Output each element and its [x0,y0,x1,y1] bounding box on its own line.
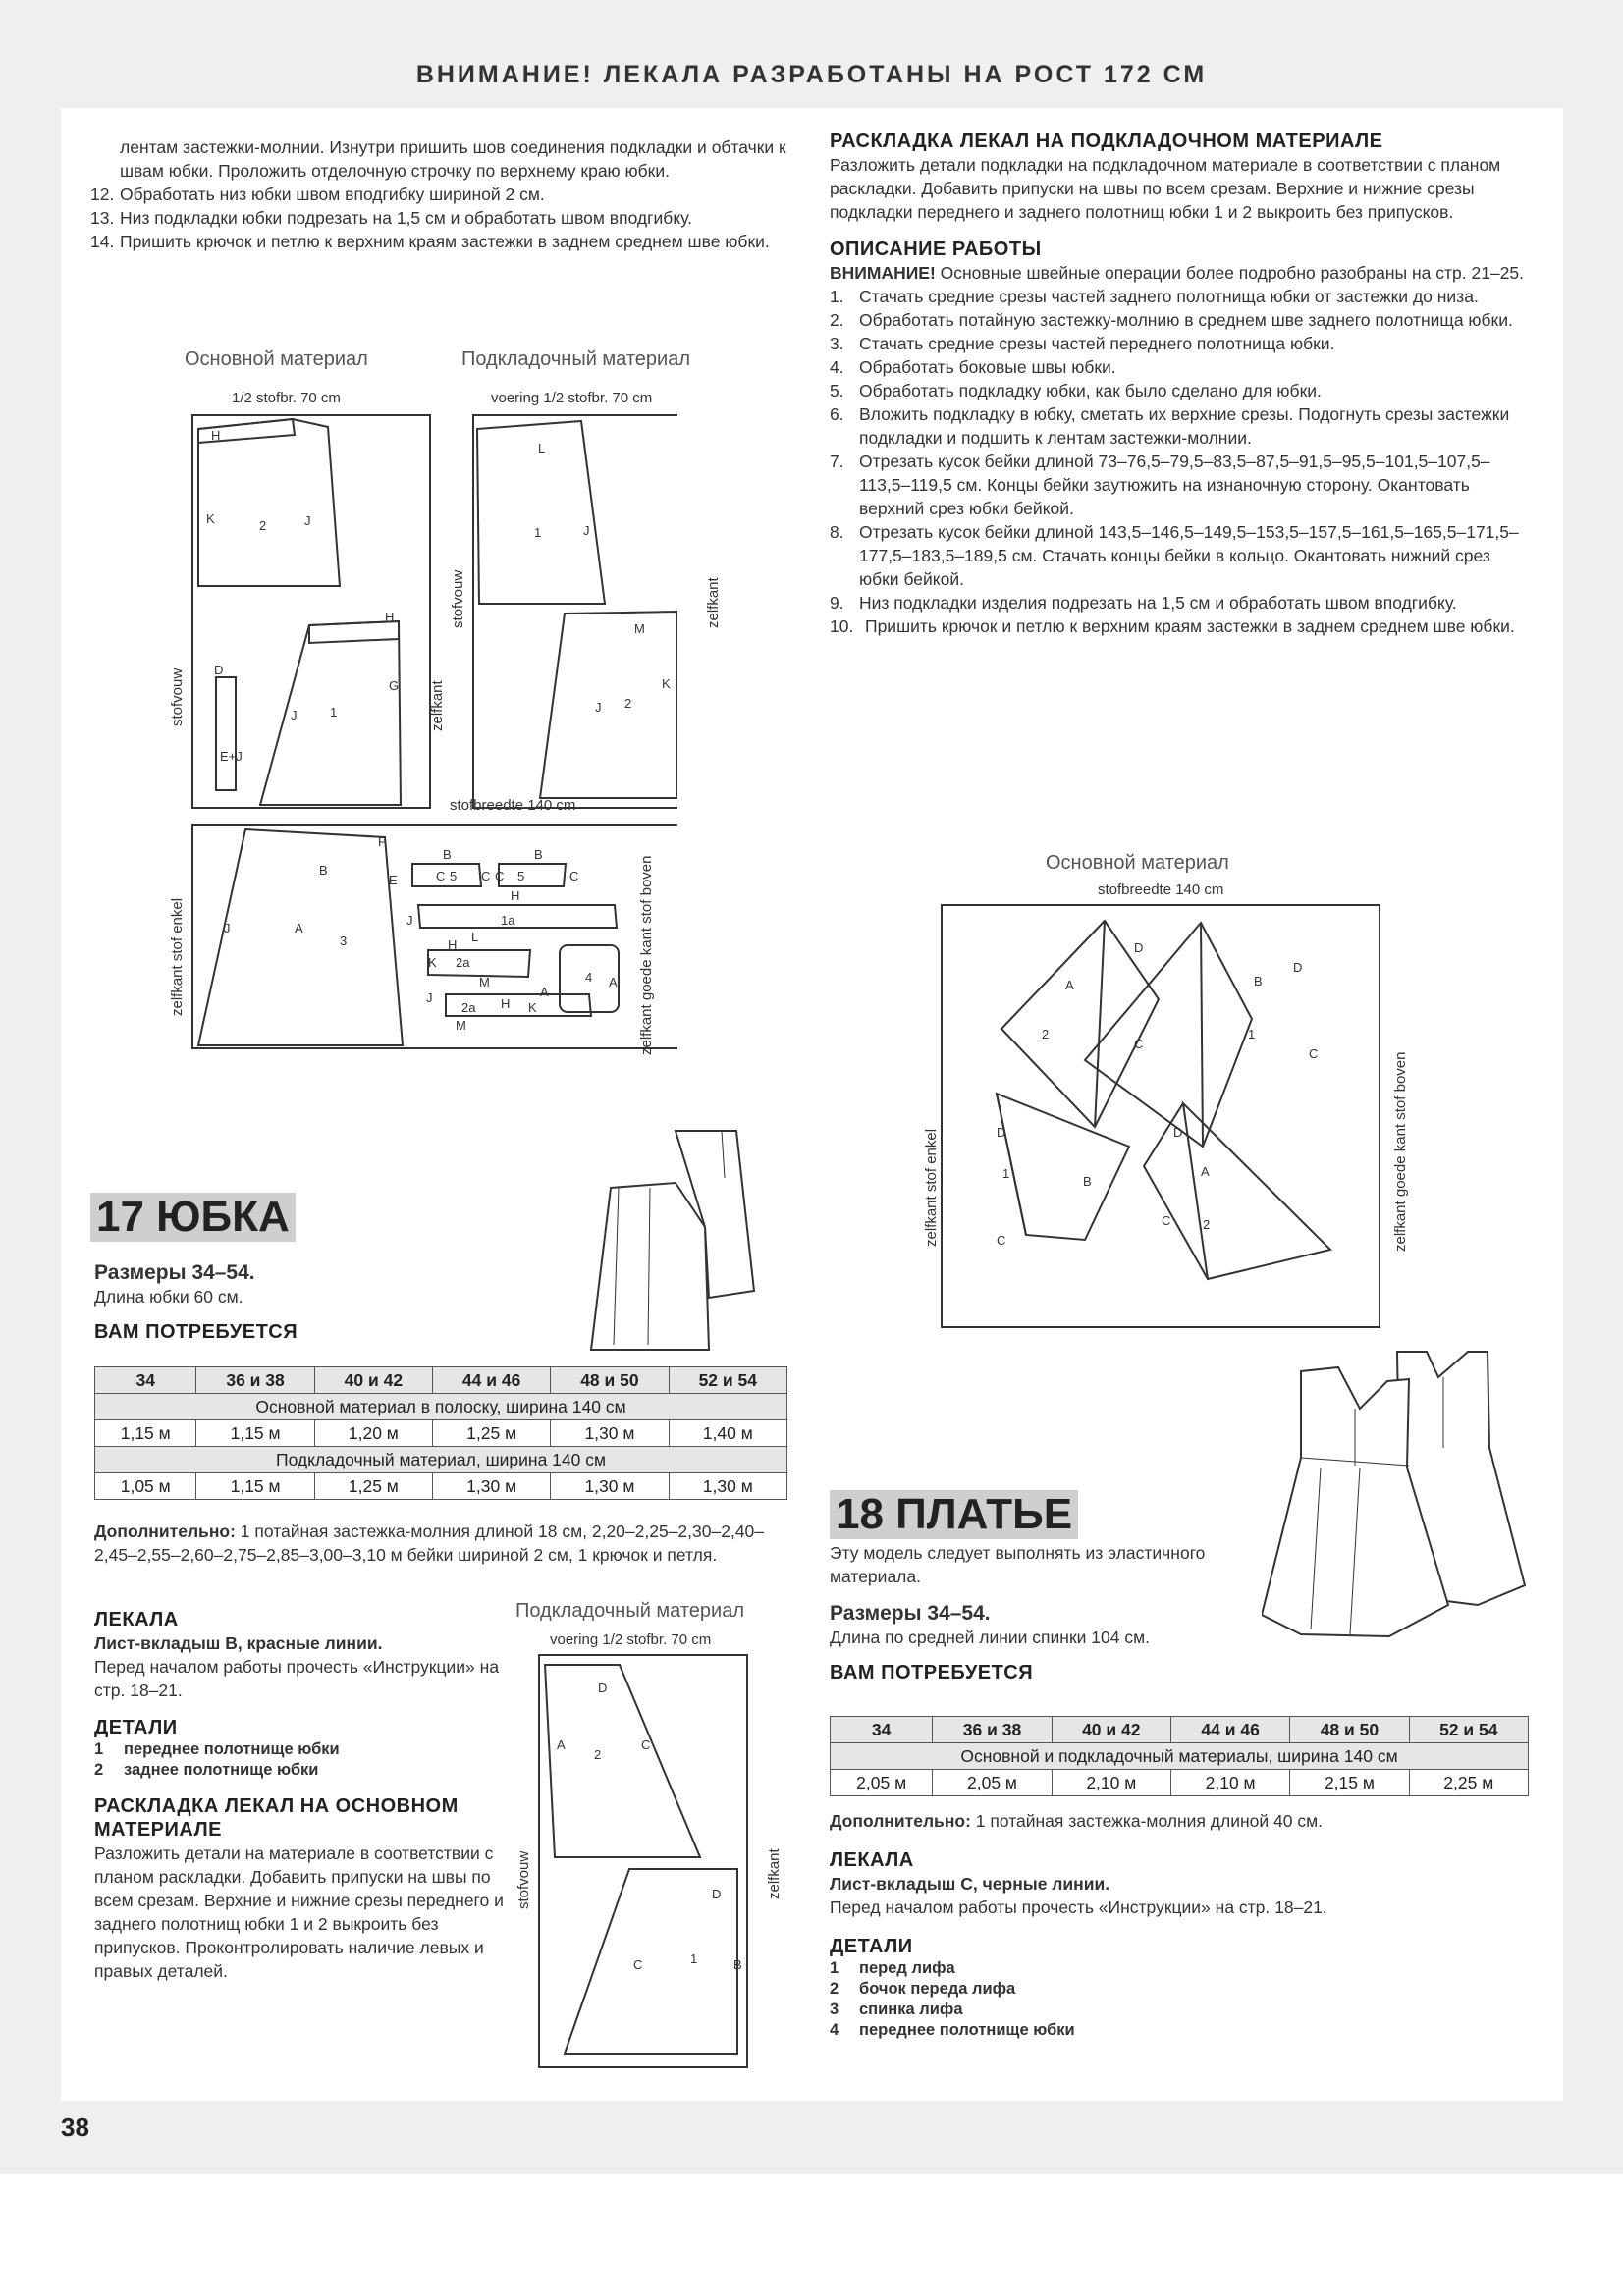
svg-text:M: M [479,975,490,989]
main-material-label: Основной материал [185,348,368,370]
table-cell: 1,15 м [196,1473,314,1500]
item-text: Пришить крючок и петлю к верхним краям застежки в заднем среднем шве юбки. [865,616,1515,636]
lekala-text: Перед началом работы прочесть «Инструкции» на стр. 18–21. [830,1897,1327,1917]
table-cell: 2,15 м [1290,1770,1409,1796]
table-cell: 2,05 м [933,1770,1052,1796]
item-text: Обработать подкладку юбки, как было сделано для юбки. [859,381,1322,400]
svg-text:2a: 2a [461,1000,476,1015]
detail-item [830,1958,1529,1979]
svg-text:A: A [1201,1164,1210,1179]
fabric-width-label-2: stofbreedte 140 cm [1098,881,1224,898]
detail-number: 2 [94,1761,104,1779]
svg-text:3: 3 [340,934,348,948]
selvage-face-up-label-2: zelfkant goede kant stof boven [1392,1051,1409,1252]
size-header: 40 и 42 [314,1367,432,1394]
dress-meta [830,1541,1252,1684]
svg-text:E: E [389,873,398,887]
lekala-heading: ЛЕКАЛА [830,1849,914,1871]
svg-text:M: M [456,1018,466,1033]
lekala-text: Перед началом работы прочесть «Инструкции» на стр. 18–21. [94,1657,500,1700]
lekala-sheet: Лист-вкладыш С, черные линии. [830,1874,1110,1894]
selvage-label: zelfkant [429,680,446,731]
item-number: 1. [830,287,844,306]
svg-text:H: H [385,610,395,624]
list-item [830,379,1529,402]
fold-label: stofvouw [169,667,186,726]
svg-text:B: B [319,863,328,878]
left-top-text [90,135,795,253]
svg-text:1: 1 [1002,1166,1010,1181]
svg-text:C: C [1134,1037,1144,1051]
page-number: 38 [61,2112,89,2142]
list-item [830,355,1529,379]
detail-number: 2 [830,1980,839,1998]
list-item [830,285,1529,308]
skirt-illustration [589,1129,810,1355]
item-number: 14. [90,232,115,251]
table-cell: 1,15 м [95,1420,196,1447]
size-header: 34 [95,1367,196,1394]
table-cell: 2,05 м [831,1770,933,1796]
item-text: Стачать средние срезы частей переднего полотнища юбки. [859,334,1335,353]
list-item [830,591,1529,614]
table-row [95,1447,787,1473]
svg-text:B: B [443,847,452,862]
detail-item [830,1979,1529,2000]
item-text: Обработать низ юбки швом вподгибку шириной 2 см. [120,185,545,204]
skirt-extra [94,1520,793,1567]
svg-text:4: 4 [585,970,593,985]
table-cell: 1,25 м [433,1420,551,1447]
size-header: 44 и 46 [1170,1717,1289,1743]
svg-text:H: H [448,937,458,952]
svg-text:B: B [1083,1174,1092,1189]
table-cell: 1,30 м [669,1473,786,1500]
table-cell: 1,15 м [196,1420,314,1447]
selvage-label-lining: zelfkant [705,577,722,628]
extra-text: 1 потайная застежка-молния длиной 18 см, 2,20–2,25–2,30–2,40–2,45–2,55–2,60–2,75–2,85–3,00–3,10 м бейки шириной 2 см, 1 крючок и петля. [94,1522,765,1565]
svg-text:2: 2 [594,1747,602,1762]
list-item [90,206,795,230]
list-item [830,332,1529,355]
svg-text:1: 1 [534,525,542,540]
item-text: Отрезать кусок бейки длиной 73–76,5–79,5–83,5–87,5–91,5–95,5–101,5–107,5–113,5–119,5 см. Концы бейки заутюжить на изнаночную сторону. Окантовать верхний срез юбки бейкой. [859,452,1490,518]
svg-text:L: L [471,930,479,944]
svg-text:2a: 2a [456,955,470,970]
svg-text:2: 2 [1042,1027,1050,1041]
skirt-length: Длина юбки 60 см. [94,1287,243,1307]
svg-text:K: K [206,511,215,526]
item-text: Обработать потайную застежку-молнию в среднем шве заднего полотнища юбки. [859,310,1513,330]
svg-text:2: 2 [259,518,267,533]
selvage-face-up-label: zelfkant goede kant stof boven [638,855,655,1055]
lining-material-label: Подкладочный материал [461,348,690,370]
extra-text: 1 потайная застежка-молния длиной 40 см. [970,1811,1323,1831]
table-cell: 1,30 м [551,1473,669,1500]
skirt-layout-diagram [167,407,677,1055]
table-cell: 2,10 м [1052,1770,1170,1796]
table-cell: 1,05 м [95,1473,196,1500]
size-header: 52 и 54 [1409,1717,1528,1743]
main-layout-text: Разложить детали на материале в соответствии с планом раскладки. Добавить припуски на швы по всем срезам. Верхние и нижние срезы переднего и заднего полотнищ юбки 1 и 2 выкроить без припусков. Проконтролировать наличие левых и правых деталей. [94,1843,504,1981]
material-label: Подкладочный материал, ширина 140 см [95,1447,787,1473]
svg-text:D: D [1293,960,1303,975]
section-heading: ОПИСАНИЕ РАБОТЫ [830,239,1042,260]
svg-text:1a: 1a [501,913,515,928]
size-header: 40 и 42 [1052,1717,1170,1743]
svg-text:C: C [633,1957,643,1972]
section-heading: РАСКЛАДКА ЛЕКАЛ НА ПОДКЛАДОЧНОМ МАТЕРИАЛЕ [830,131,1383,152]
table-header-row [831,1717,1529,1743]
dress-sizes: Размеры 34–54. [830,1602,991,1625]
item-number: 7. [830,452,844,471]
dress-layout-diagram [938,901,1384,1331]
item-number: 5. [830,381,844,400]
svg-text:H: H [511,888,520,903]
svg-text:H: H [501,996,511,1011]
table-row [831,1743,1529,1770]
svg-text:A: A [609,975,618,989]
svg-text:C: C [1309,1046,1319,1061]
section-title-skirt: 17 ЮБКА [90,1193,296,1242]
list-item [90,230,795,253]
svg-text:J: J [304,513,311,528]
main-width-label: 1/2 stofbr. 70 cm [232,390,341,406]
item-number: 8. [830,522,844,542]
svg-text:1: 1 [1248,1027,1256,1041]
skirt-meta [94,1261,585,1344]
item-text: Низ подкладки изделия подрезать на 1,5 см и обработать швом вподгибку. [859,593,1457,613]
full-fabric-rect [192,825,677,1048]
size-header: 36 и 38 [933,1717,1052,1743]
list-item [830,450,1529,520]
section-title-dress: 18 ПЛАТЬЕ [830,1490,1078,1539]
item-number: 4. [830,357,844,377]
svg-text:A: A [540,985,549,999]
list-item [830,402,1529,450]
svg-text:J: J [291,708,298,722]
svg-text:C: C [436,869,446,883]
skirt-sizes: Размеры 34–54. [94,1261,255,1284]
item-number: 13. [90,208,115,228]
svg-text:C: C [569,869,579,883]
selvage-single-label-2: zelfkant stof enkel [923,1128,940,1247]
detail-text: переднее полотнище юбки [124,1740,340,1758]
lining-width-label: voering 1/2 stofbr. 70 cm [491,390,653,406]
svg-text:C: C [481,869,491,883]
svg-text:B: B [1254,974,1263,988]
dress-fabric-table [830,1716,1529,1796]
svg-text:C: C [997,1233,1006,1248]
svg-text:1: 1 [330,705,338,720]
svg-text:B: B [534,847,543,862]
detail-item [94,1760,507,1781]
svg-text:2: 2 [624,696,632,711]
svg-text:F: F [378,834,386,849]
size-header: 48 и 50 [551,1367,669,1394]
main-material-label-2: Основной материал [1046,852,1229,874]
list-item [90,183,795,206]
size-header: 34 [831,1717,933,1743]
svg-text:D: D [214,663,224,677]
item-number: 3. [830,334,844,353]
svg-text:G: G [389,678,400,693]
svg-text:J: J [224,921,231,935]
svg-text:D: D [712,1887,722,1901]
item-text: Обработать боковые швы юбки. [859,357,1116,377]
svg-text:D: D [997,1125,1006,1140]
dress-intro: Эту модель следует выполнять из эластичного материала. [830,1543,1206,1586]
svg-text:5: 5 [517,869,525,883]
main-layout-heading: РАСКЛАДКА ЛЕКАЛ НА ОСНОВНОМ МАТЕРИАЛЕ [94,1795,459,1841]
item-number: 10. [830,616,854,636]
detail-text: переднее полотнище юбки [859,2021,1075,2039]
detail-number: 4 [830,2021,839,2039]
dress-illustration [1262,1350,1556,1639]
svg-text:C: C [1162,1213,1171,1228]
selvage-single-label: zelfkant stof enkel [169,897,186,1016]
fabric-width-label: stofbreedte 140 cm [450,797,576,814]
dress-details-column [830,1809,1529,2041]
detail-text: спинка лифа [859,2001,963,2018]
table-cell: 1,40 м [669,1420,786,1447]
item-number: 9. [830,593,844,613]
skirt-fabric-table [94,1366,787,1500]
item-text: Низ подкладки юбки подрезать на 1,5 см и обработать швом вподгибку. [120,208,693,228]
list-item [830,614,1529,638]
svg-text:J: J [583,523,590,538]
detail-item [830,2000,1529,2020]
item-number: 6. [830,404,844,424]
dress-length: Длина по средней линии спинки 104 см. [830,1628,1150,1647]
lekala-sheet: Лист-вкладыш В, красные линии. [94,1633,383,1653]
extra-label: Дополнительно: [94,1522,236,1541]
item-number: 2. [830,310,844,330]
skirt-details-column [94,1598,507,1983]
svg-text:A: A [1065,978,1074,992]
detail-number: 1 [830,1959,839,1977]
item-number: 12. [90,185,115,204]
details-heading: ДЕТАЛИ [830,1936,913,1957]
svg-text:A: A [557,1737,566,1752]
svg-text:C: C [641,1737,651,1752]
fold-label-3: stofvouw [515,1850,532,1909]
dress-need-heading: ВАМ ПОТРЕБУЕТСЯ [830,1662,1034,1683]
svg-text:L: L [538,441,546,455]
item-text: Отрезать кусок бейки длиной 143,5–146,5–149,5–153,5–157,5–161,5–165,5–171,5–177,5–183,5–189,5 см. Стачать концы бейки в кольцо. Окантовать нижний срез юбки бейкой. [859,522,1519,589]
list-item [830,308,1529,332]
table-cell: 1,20 м [314,1420,432,1447]
table-cell: 1,25 м [314,1473,432,1500]
material-label: Основной материал в полоску, ширина 140 см [95,1394,787,1420]
table-cell: 2,10 м [1170,1770,1289,1796]
detail-item [830,2020,1529,2041]
detail-number: 1 [94,1740,104,1758]
table-row [95,1394,787,1420]
detail-text: перед лифа [859,1959,955,1977]
svg-text:5: 5 [450,869,458,883]
lekala-heading: ЛЕКАЛА [94,1609,179,1630]
svg-text:H: H [211,428,221,443]
right-top-text [830,130,1529,638]
skirt-need-heading: ВАМ ПОТРЕБУЕТСЯ [94,1321,298,1343]
svg-text:K: K [528,1000,537,1015]
svg-text:C: C [495,869,505,883]
lining-layout-diagram [535,1651,751,2071]
detail-text: бочок переда лифа [859,1980,1016,1998]
page-header: ВНИМАНИЕ! ЛЕКАЛА РАЗРАБОТАНЫ НА РОСТ 172 СМ [415,61,1208,88]
extra-label: Дополнительно: [830,1811,971,1831]
svg-text:K: K [662,676,671,691]
detail-text: заднее полотнище юбки [124,1761,319,1779]
svg-text:2: 2 [1203,1217,1211,1232]
size-header: 48 и 50 [1290,1717,1409,1743]
details-heading: ДЕТАЛИ [94,1717,178,1738]
svg-text:A: A [295,921,303,935]
table-row [831,1770,1529,1796]
item-text: Вложить подкладку в юбку, сметать их верхние срезы. Подогнуть срезы застежки подкладки и подшить к лентам застежки-молнии. [859,404,1510,448]
svg-text:E+J: E+J [220,749,243,764]
warning-text: Основные швейные операции более подробно разобраны на стр. 21–25. [935,263,1525,283]
detail-item [94,1739,507,1760]
svg-text:B: B [733,1957,742,1972]
lining-layout-paragraph: Разложить детали подкладки на подкладочном материале в соответствии с планом раскладки. Добавить припуски на швы по всем срезам. Верхние и нижние срезы подкладки переднего и заднего полотнищ юбки 1 и 2 выкроить без припусков. [830,155,1501,222]
list-item [830,520,1529,591]
table-row [95,1420,787,1447]
fold-label-lining: stofvouw [450,569,466,628]
item-text: Пришить крючок и петлю к верхним краям застежки в заднем среднем шве юбки. [120,232,770,251]
item-text: Стачать средние срезы частей заднего полотнища юбки от застежки до низа. [859,287,1479,306]
table-cell: 2,25 м [1409,1770,1528,1796]
svg-text:K: K [428,955,437,970]
selvage-label-3: zelfkant [766,1848,783,1899]
svg-text:D: D [1134,940,1144,955]
table-cell: 1,30 м [433,1473,551,1500]
warning-paragraph [830,261,1529,285]
table-row [95,1473,787,1500]
size-header: 52 и 54 [669,1367,786,1394]
table-cell: 1,30 м [551,1420,669,1447]
svg-text:1: 1 [690,1951,698,1966]
svg-text:D: D [1173,1125,1183,1140]
detail-number: 3 [830,2001,839,2018]
lining-material-label-3: Подкладочный материал [515,1600,744,1622]
table-header-row [95,1367,787,1394]
svg-text:M: M [634,621,645,636]
continued-paragraph: лентам застежки-молнии. Изнутри пришить шов соединения подкладки и обтачки к швам юбки. Проложить отделочную строчку по верхнему краю юбки. [120,137,786,181]
svg-text:J: J [595,700,602,715]
svg-text:J: J [406,913,413,928]
lining-width-label-3: voering 1/2 stofbr. 70 cm [550,1631,712,1648]
svg-text:D: D [598,1681,608,1695]
warning-label: ВНИМАНИЕ! [830,263,936,283]
size-header: 44 и 46 [433,1367,551,1394]
material-label: Основной и подкладочный материалы, ширина 140 см [831,1743,1529,1770]
svg-text:J: J [426,990,433,1005]
size-header: 36 и 38 [196,1367,314,1394]
